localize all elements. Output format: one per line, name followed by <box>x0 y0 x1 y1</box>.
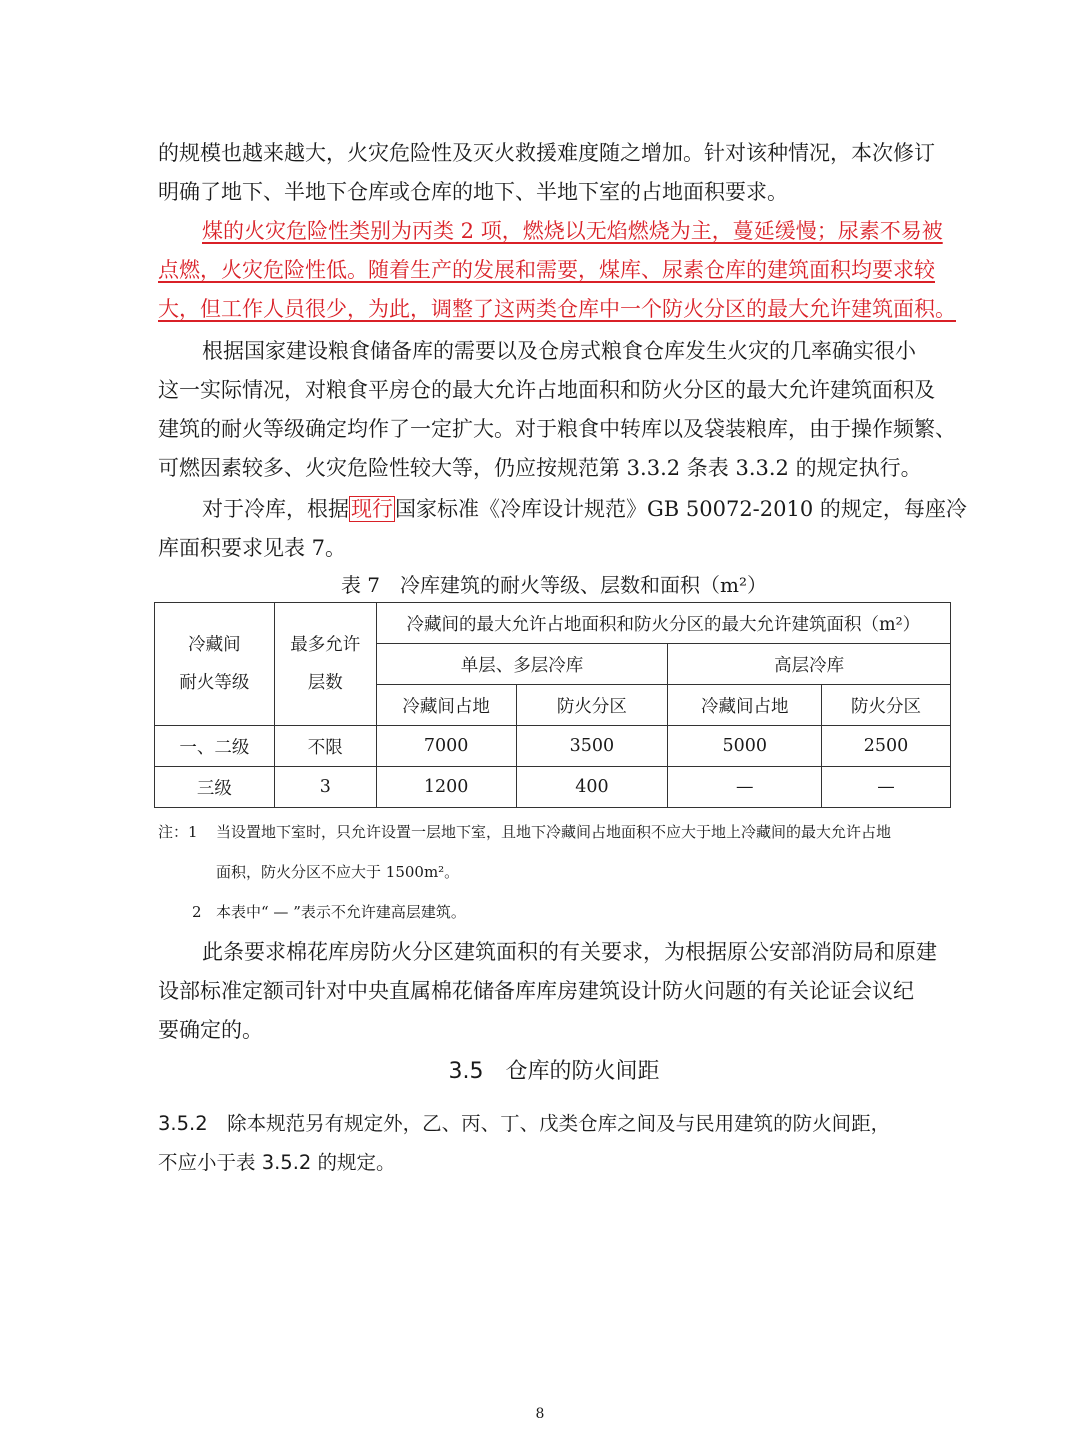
header-leaf: 防火分区 <box>822 685 951 726</box>
table-caption: 表 7 冷库建筑的耐火等级、层数和面积（m²） <box>340 573 768 597</box>
table-cell: 3500 <box>516 726 668 767</box>
paragraph-cold-storage <box>158 490 967 568</box>
note-2-number: 2 <box>192 903 202 921</box>
text-line <box>158 490 967 529</box>
table-row <box>155 726 951 767</box>
table-cell: 3 <box>274 767 376 808</box>
header-fire-rating <box>155 603 275 726</box>
table-cell: 1200 <box>376 767 516 808</box>
header-text: 层数 <box>307 673 343 693</box>
text-line: 点燃，火灾危险性低。随着生产的发展和需要，煤库、尿素仓库的建筑面积均要求较 <box>158 258 935 282</box>
header-leaf: 冷藏间占地 <box>668 685 822 726</box>
paragraph-scale-increase <box>158 134 950 212</box>
header-text: 最多允许 <box>290 635 361 655</box>
table-cell: — <box>822 767 951 808</box>
header-text: 耐火等级 <box>179 673 250 693</box>
text-line: 要确定的。 <box>158 1018 263 1042</box>
text-line: 3.5.2 除本规范另有规定外，乙、丙、丁、戊类仓库之间及与民用建筑的防火间距， <box>158 1112 891 1135</box>
table-row <box>155 767 951 808</box>
header-high-rise: 高层冷库 <box>668 644 951 685</box>
table-cell: — <box>668 767 822 808</box>
table-cell: 7000 <box>376 726 516 767</box>
note-1-line-2: 面积，防火分区不应大于 1500m²。 <box>216 863 460 881</box>
header-area-group: 冷藏间的最大允许占地面积和防火分区的最大允许建筑面积（m²） <box>376 603 950 644</box>
text-line: 的规模也越来越大，火灾危险性及灭火救援难度随之增加。针对该种情况，本次修订 <box>158 141 935 165</box>
text-line: 根据国家建设粮食储备库的需要以及仓房式粮食仓库发生火灾的几率确实很小 <box>202 339 916 363</box>
table-cell: 不限 <box>274 726 376 767</box>
header-leaf: 防火分区 <box>516 685 668 726</box>
note-2-text: 本表中“ — ”表示不允许建高层建筑。 <box>216 903 466 921</box>
text-line: 设部标准定额司针对中央直属棉花储备库库房建筑设计防火问题的有关论证会议纪 <box>158 979 914 1003</box>
clause-3-5-2 <box>158 1104 950 1182</box>
text-line: 此条要求棉花库房防火分区建筑面积的有关要求，为根据原公安部消防局和原建 <box>202 940 937 964</box>
table-cell: 一、二级 <box>155 726 275 767</box>
header-leaf: 冷藏间占地 <box>376 685 516 726</box>
cold-storage-table <box>154 602 951 808</box>
paragraph-grain-storage <box>158 332 956 488</box>
table-cell: 三级 <box>155 767 275 808</box>
table-cell: 400 <box>516 767 668 808</box>
header-low-rise: 单层、多层冷库 <box>376 644 668 685</box>
highlighted-word-box: 现行 <box>351 497 393 521</box>
table-cell: 5000 <box>668 726 822 767</box>
page-number: 8 <box>535 1406 545 1422</box>
text-line: 大，但工作人员很少，为此，调整了这两类仓库中一个防火分区的最大允许建筑面积。 <box>158 297 956 321</box>
section-heading: 3.5 仓库的防火间距 <box>448 1059 660 1084</box>
note-label: 注：1 <box>158 823 198 841</box>
paragraph-cotton-storage <box>158 933 950 1050</box>
note-1-line-1: 当设置地下室时，只允许设置一层地下室，且地下冷藏间占地面积不应大于地上冷藏间的最大允许占地 <box>216 823 892 841</box>
text-fragment: 对于冷库，根据 <box>202 497 349 521</box>
paragraph-coal-urea-revision <box>158 212 956 329</box>
text-line: 不应小于表 3.5.2 的规定。 <box>158 1151 396 1174</box>
text-line: 明确了地下、半地下仓库或仓库的地下、半地下室的占地面积要求。 <box>158 180 788 204</box>
text-line: 可燃因素较多、火灾危险性较大等，仍应按规范第 3.3.2 条表 3.3.2 的规定执行。 <box>158 456 922 480</box>
text-line: 建筑的耐火等级确定均作了一定扩大。对于粮食中转库以及袋装粮库，由于操作频繁、 <box>158 417 956 441</box>
header-text: 冷藏间 <box>188 635 241 655</box>
text-line: 这一实际情况，对粮食平房仓的最大允许占地面积和防火分区的最大允许建筑面积及 <box>158 378 935 402</box>
header-max-floors <box>274 603 376 726</box>
table-cell: 2500 <box>822 726 951 767</box>
text-fragment: 国家标准《冷库设计规范》GB 50072-2010 的规定，每座冷 <box>395 497 967 521</box>
text-line: 库面积要求见表 7。 <box>158 536 347 560</box>
text-line: 煤的火灾危险性类别为丙类 2 项，燃烧以无焰燃烧为主，蔓延缓慢；尿素不易被 <box>202 219 943 243</box>
